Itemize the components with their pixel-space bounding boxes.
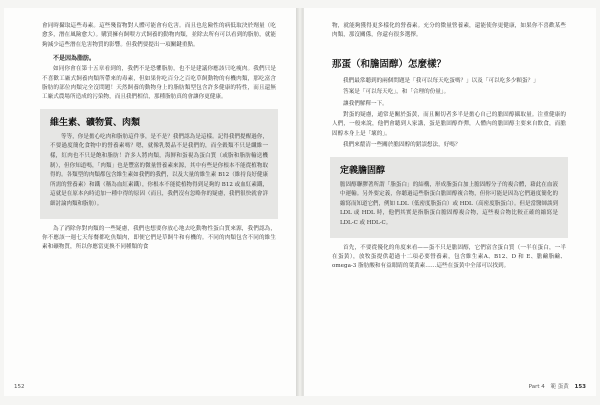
right-paragraph-4: 對蛋的疑慮，通常是關於蛋黃，而且關切者多半是擔心自己的膽固醇攝取量。注重健康的人們，一般來說，他們會聽到人家講，蛋是膽固醇炸彈，人體內的膽固醇主要來自飲食，而膽固醇本身上是「壞的」。 xyxy=(332,112,566,137)
page-footer-right xyxy=(529,382,586,390)
left-page-content xyxy=(42,22,276,255)
sidebar-box-body: 等等，你是擔心吃肉和脂肪這件事，是不是？我們認為是這樣。記得我們提醒過你，不要過度簡化食物中的營養素嗎？嗯，就像乳製品不是我們的，而全穀類不只是纖維一樣，紅肉也不只是飽和脂肪！許多人將肉類，海鮮和蛋視為蛋白質（或脂和脂肪輸送機制），但你知道嗎，「肉類」也是豐富的微量營養素來源，其中有些是你根本不能從植物取得的。各類型的肉類都包含維生素如我們的我們，以及大量的維生素 B12（維持良好健康所需的營養素）和鐵（稱為血紅素鐵），你根本不能從植物得到足夠的 B12 或血紅素鐵，這就是在原本內時追加一種中得的原因（而且，我們沒有忽略你的疑慮，我們很快就會詳細討論肉類和脂肪）。 xyxy=(50,133,268,207)
chapter-label: 範 蛋黃 xyxy=(550,384,569,390)
left-closing-paragraph: 為了消除你對肉類的一些疑慮，我們也想要你放心地去吃動物性蛋白質來源，我們認為，你不應該一週七天每餐都吃魚類肉，即便它們是草飼牛和有機的。不同的肉類包含不同的維生素和礦物質，所以你應當更換不同種類的食 xyxy=(42,225,276,251)
right-intro-paragraph: 物，就能夠獲得更多樣化的營養素。充分的微量營養素，還能使你更健康，如果你不喜歡某些肉類，那沒關係，你還有很多選擇。 xyxy=(332,23,566,39)
left-page xyxy=(4,8,297,396)
sidebar-box-cholesterol xyxy=(330,157,568,238)
left-paragraph-2: 如同你會在第十五章看到的，我們不是恐懼脂肪，也不是建議你應該只吃瘦肉。我們只是不喜歡工廠式飼養肉類所帶來的毒素，但如果你吃百分之百吃草飼動物的有機肉類，那吃富含脂肪的部位肉類完全沒問題！天然飼養的動物身上的脂肪類型包含許多健康的特性，而且還無工廠式農場所造成的污染物，而且我們相信，那種脂肪真的會讓你更健康。 xyxy=(42,66,276,101)
right-paragraph-5: 我們來釐清一些關於膽固醇的錯誤想法，好嗎？ xyxy=(343,142,461,149)
sidebar-box-body: 膽固醇聯膠著所謂「脂蛋白」的結構，形成脂蛋白加上膽固醇分子的複合體，藉此在血液中運輸。另外要定義，你聽過這些脂蛋白膽固醇複合物，但你可能是因為它們過度簡化的縮寫而知道它們，例如 LDL（低密度脂蛋白）或 HDL（高密度脂蛋白）。但是當醫師談到 LDL 或 HDL 時，他們其實是指脂蛋白膽固醇複合物，這些複合物比較正確的縮寫是 LDL-C 或 HDL-C。 xyxy=(340,181,558,227)
right-page xyxy=(303,8,596,396)
right-page-content xyxy=(332,22,566,274)
page-number-right: 153 xyxy=(574,384,586,390)
part-label: Part 4 xyxy=(528,384,545,390)
section-heading: 那蛋（和膽固醇）怎麼樣？ xyxy=(332,58,447,70)
left-subhead: 不是因為脂肪。 xyxy=(53,55,96,63)
right-paragraph-1: 我們最常聽到的兩個問題是「我可以每天吃蛋嗎？」以及「可以吃多少顆蛋？」 xyxy=(343,77,539,84)
left-intro-paragraph: 會同時攝取這些毒素。這些殘留物對人體可能會有危害。而且也危險性的病低取決於劑量（吃愈多，潛在風險愈大）。購買擁有飼喂方式飼養的動物肉類，並除去所有可以看到的脂肪，就能夠減少這些潛在危害物質的影響。但我們要提出一項關鍵重點。 xyxy=(42,23,276,48)
right-closing-paragraph: 首先，不要從優化的角度來看——蛋不只是膽固醇，它們富含蛋白質（一半在蛋白，一半在蛋黃），放牧蛋提供超過十二項必要營養素，包含維生素A、B12、D 和 E、膽鹼脂鹼、omega-3 脂肪酸和有益眼睛的葉黃素……這些在蛋黃中全部可以找到。 xyxy=(332,244,566,270)
sidebar-box-title: 維生素、礦物質、肉類 xyxy=(50,117,141,128)
right-paragraph-2: 答案是「可以每天吃」，和「合理的份量」。 xyxy=(343,89,450,96)
page-number-left: 152 xyxy=(14,384,25,390)
sidebar-box-title: 定義膽固醇 xyxy=(340,165,386,176)
right-paragraph-3: 讓我們解釋一下。 xyxy=(343,100,388,107)
sidebar-box-vitamins xyxy=(40,109,278,219)
